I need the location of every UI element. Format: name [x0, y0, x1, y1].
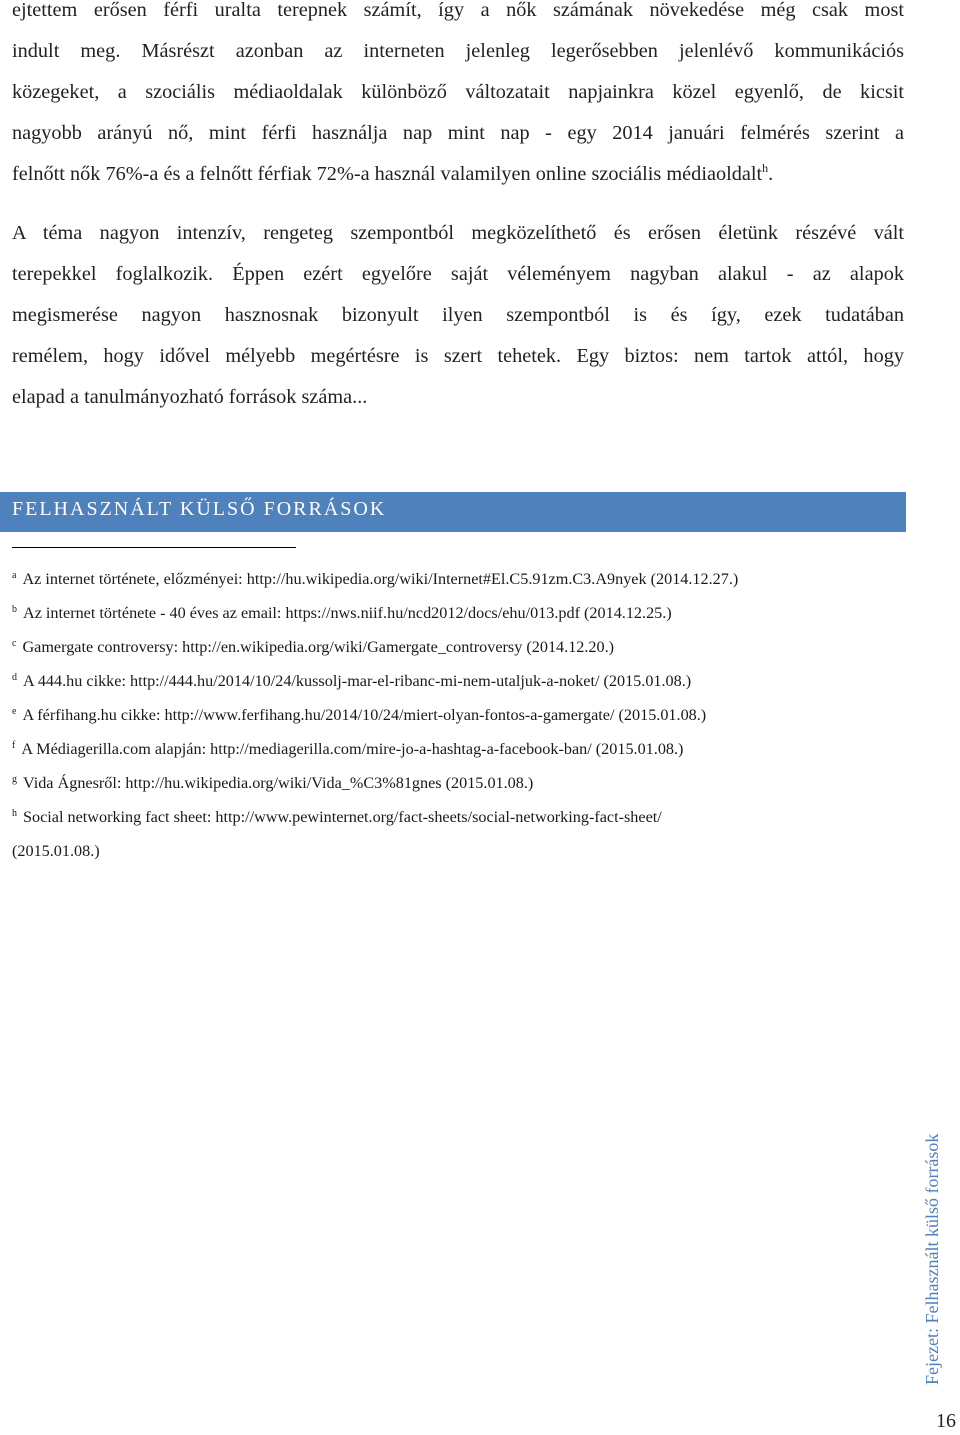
footnote-marker: e	[12, 705, 17, 717]
page-number: 16	[936, 1410, 956, 1432]
text-line: elapad a tanulmányozható források száma...	[12, 386, 368, 408]
section-heading-bar	[0, 492, 906, 532]
footnote-marker: d	[12, 671, 17, 683]
footnote-ref-h[interactable]: h	[762, 161, 769, 176]
text-line: megismerése nagyon hasznosnak bizonyult ilyen szempontból is és így, ezek tudatában	[12, 304, 904, 326]
footnote-item	[12, 800, 904, 868]
footnote-item	[12, 732, 904, 766]
section-heading: FELHASZNÁLT KÜLSŐ FORRÁSOK	[12, 498, 387, 520]
footnote-text[interactable]: Social networking fact sheet: http://www.pewinternet.org/fact-sheets/social-networking-fact-sheet/	[23, 808, 662, 826]
footnote-item	[12, 630, 904, 664]
footnote-item	[12, 562, 904, 596]
text-line-content: felnőtt nők 76%-a és a felnőtt férfiak 72%-a használ valamilyen online szociális médiaoldalt	[12, 163, 763, 185]
text-line: közegeket, a szociális médiaoldalak különböző változatait napjainkra közel egyenlő, de kicsit	[12, 81, 904, 103]
footnote-item	[12, 766, 904, 800]
footnote-text[interactable]: Az internet története - 40 éves az email: https://nws.niif.hu/ncd2012/docs/ehu/013.pdf (2014.12.25.)	[23, 604, 672, 622]
footnote-separator	[12, 547, 296, 548]
footnote-item	[12, 698, 904, 732]
footnote-list	[12, 562, 904, 868]
footnote-text[interactable]: Gamergate controversy: http://en.wikipedia.org/wiki/Gamergate_controversy (2014.12.20.)	[22, 638, 615, 656]
footnote-item	[12, 664, 904, 698]
footnote-marker: h	[12, 807, 17, 819]
footnote-marker: b	[12, 603, 17, 615]
text-line: A téma nagyon intenzív, rengeteg szempontból megközelíthető és erősen életünk részévé vált	[12, 222, 904, 244]
text-line: remélem, hogy idővel mélyebb megértésre is szert tehetek. Egy biztos: nem tartok attól, hogy	[12, 345, 904, 367]
footnote-marker: f	[12, 739, 16, 751]
text-line: nagyobb arányú nő, mint férfi használja nap mint nap - egy 2014 januári felmérés szerint a	[12, 122, 904, 144]
chapter-side-title: Fejezet: Felhasznált külső források	[922, 1133, 942, 1385]
text-line: ejtettem erősen férfi uralta terepnek számít, így a nők számának növekedése még csak most	[12, 0, 904, 21]
footnote-text[interactable]: A 444.hu cikke: http://444.hu/2014/10/24/kussolj-mar-el-ribanc-mi-nem-utaljuk-a-noket/ (2015.01.08.)	[23, 672, 692, 690]
footnote-text[interactable]: A férfihang.hu cikke: http://www.ferfihang.hu/2014/10/24/miert-olyan-fontos-a-gamergate/ (2015.01.08.)	[22, 706, 707, 724]
text-line: indult meg. Másrészt azonban az interneten jelenleg legerősebben jelenlévő kommunikációs	[12, 40, 904, 62]
footnote-text[interactable]: Vida Ágnesről: http://hu.wikipedia.org/wiki/Vida_%C3%81gnes (2015.01.08.)	[23, 774, 534, 792]
footnote-text[interactable]: Az internet története, előzményei: http://hu.wikipedia.org/wiki/Internet#El.C5.91zm.C3.A9nyek (2014.12.27.)	[22, 570, 739, 588]
footnote-text[interactable]: A Médiagerilla.com alapján: http://mediagerilla.com/mire-jo-a-hashtag-a-facebook-ban/ (2015.01.08.)	[21, 740, 684, 758]
footnote-marker: a	[12, 569, 17, 581]
footnote-marker: c	[12, 637, 17, 649]
footnote-item	[12, 596, 904, 630]
text-line	[12, 154, 904, 195]
body-paragraph-1	[12, 0, 904, 195]
body-paragraph-2	[12, 213, 904, 418]
footnote-marker: g	[12, 773, 17, 785]
footnote-continuation: (2015.01.08.)	[12, 842, 100, 860]
text-line: terepekkel foglalkozik. Éppen ezért egyelőre saját véleményem nagyban alakul - az alapok	[12, 263, 904, 285]
sentence-end: .	[768, 163, 774, 185]
